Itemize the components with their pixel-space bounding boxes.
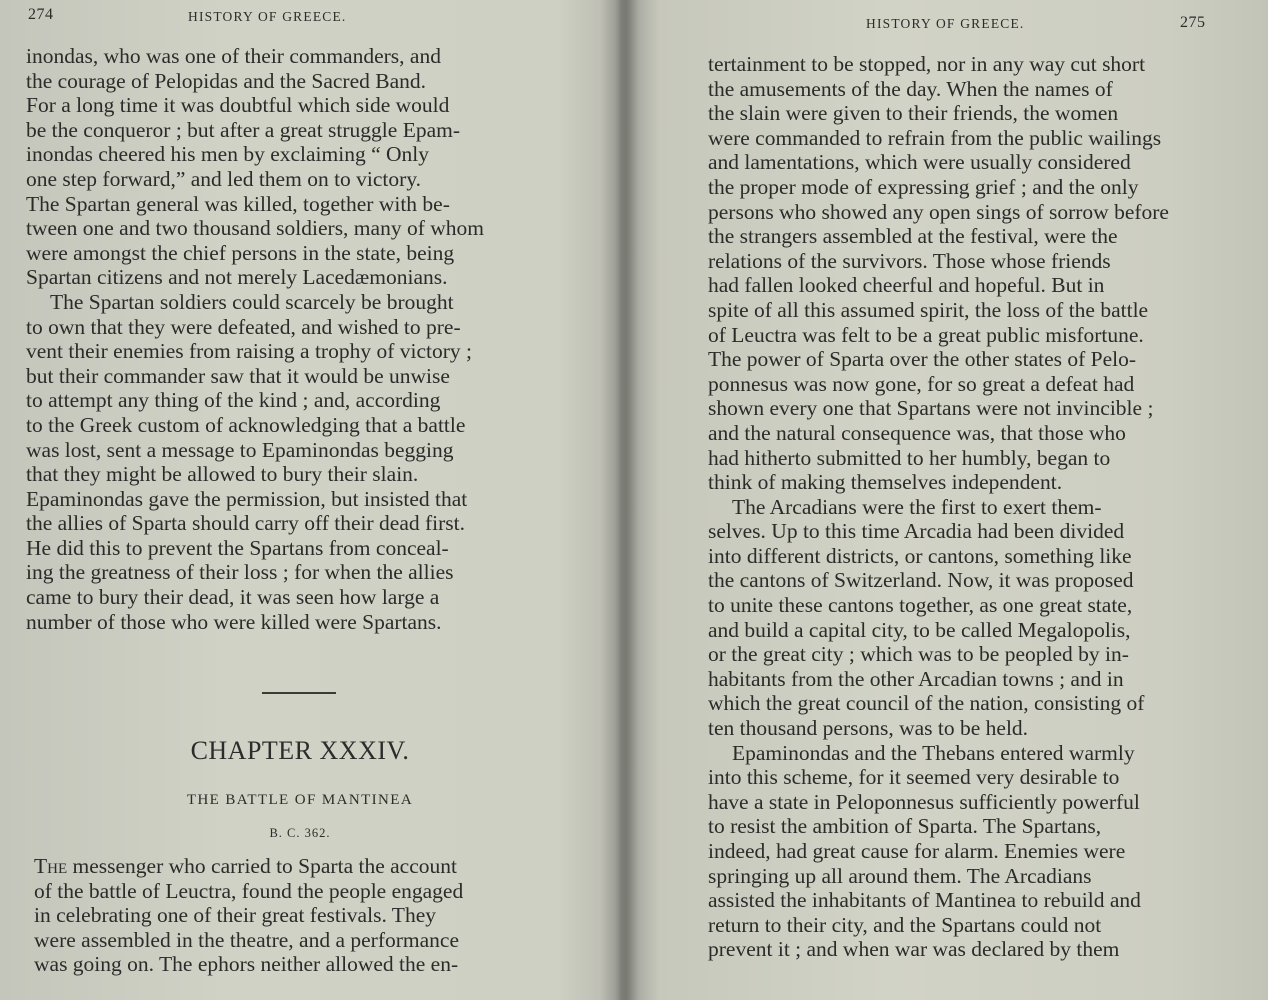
text-line: and the natural consequence was, that those who [708,420,1126,445]
text-line: the strangers assembled at the festival, were the [708,224,1118,249]
text-line: of the battle of Leuctra, found the people engaged [34,878,464,903]
text-line: but their commander saw that it would be unwise [26,363,450,388]
text-line: The power of Sparta over the other states of Pelo- [708,347,1137,372]
text-line: think of making themselves independent. [708,470,1063,495]
chapter-line-text: messenger who carried to Sparta the account [67,854,457,878]
left-body-text [26,44,571,634]
text-line: into this scheme, for it seemed very desirable to [708,765,1120,790]
text-line: which the great council of the nation, consisting of [708,691,1145,716]
text-line: of Leuctra was felt to be a great public misfortune. [708,322,1144,347]
text-line: number of those who were killed were Spartans. [26,609,442,634]
text-line: ten thousand persons, was to be held. [708,716,1029,741]
text-line: be the conqueror ; but after a great struggle Epam- [26,117,460,142]
chapter-subtitle: THE BATTLE OF MANTINEA [186,792,414,808]
text-line: have a state in Peloponnesus sufficiently powerful [708,789,1140,814]
text-line: indeed, had great cause for alarm. Enemies were [708,839,1126,863]
chapter-first-word: The [34,854,68,878]
text-line: Epaminondas and the Thebans entered warmly [732,740,1135,765]
left-running-head: HISTORY OF GREECE. [188,9,347,24]
text-line: relations of the survivors. Those whose friends [708,248,1111,273]
text-line: to attempt any thing of the kind ; and, according [26,388,441,413]
text-line: was lost, sent a message to Epaminondas begging [26,437,454,462]
text-line: were assembled in the theatre, and a performance [34,927,460,952]
text-line: was going on. The ephors neither allowed the en- [34,952,459,977]
text-line: in celebrating one of their great festivals. They [34,903,436,928]
right-page-number: 275 [1180,14,1206,31]
chapter-title: CHAPTER XXXIV. [190,736,410,765]
chapter-date: B. C. 362. [269,826,331,840]
text-line: selves. Up to this time Arcadia had been divided [708,519,1125,544]
left-page-number: 274 [28,6,54,23]
text-line: Epaminondas gave the permission, but insisted that [26,486,468,511]
text-line: had fallen looked cheerful and hopeful. But in [708,273,1105,298]
text-line: tween one and two thousand soldiers, many of whom [26,216,484,241]
text-line: He did this to prevent the Spartans from conceal- [26,535,449,560]
text-line: had hitherto submitted to her humbly, began to [708,445,1111,470]
text-line: ponnesus was now gone, for so great a defeat had [708,371,1135,396]
text-line: one step forward,” and led them on to victory. [26,166,422,191]
text-line: to own that they were defeated, and wished to pre- [26,314,461,339]
right-body-text [708,52,1228,962]
text-line: the allies of Sparta should carry off their dead first. [26,511,466,536]
text-line: habitants from the other Arcadian towns ; and in [708,666,1124,691]
text-line: vent their enemies from raising a trophy of victory ; [26,339,472,364]
text-line: The Arcadians were the first to exert them- [732,494,1102,519]
text-line: to the Greek custom of acknowledging that a battle [26,412,466,437]
text-line: ing the greatness of their loss ; for when the allies [26,560,454,585]
text-line: the slain were given to their friends, the women [708,101,1119,126]
text-line: inondas cheered his men by exclaiming “ Only [26,142,430,167]
text-line: For a long time it was doubtful which side would [26,93,450,118]
text-line: were commanded to refrain from the public wailings [708,125,1162,150]
left-page [0,0,610,1000]
text-line: and build a capital city, to be called Megalopolis, [708,617,1131,642]
text-line: spite of all this assumed spirit, the loss of the battle [708,297,1149,322]
text-line: to resist the ambition of Sparta. The Spartans, [708,814,1102,839]
text-line: assisted the inhabitants of Mantinea to rebuild and [708,888,1141,913]
text-line: tertainment to be stopped, nor in any way cut short [708,52,1146,76]
text-line: The Spartan general was killed, together with be- [26,191,450,216]
text-line: return to their city, and the Spartans could not [708,912,1102,937]
right-page [640,0,1268,1000]
right-running-head: HISTORY OF GREECE. [866,16,1025,31]
text-line: the proper mode of expressing grief ; and the only [708,174,1139,199]
text-line: and lamentations, which were usually considered [708,150,1131,175]
text-line: springing up all around them. The Arcadians [708,863,1092,888]
text-line: persons who showed any open sings of sorrow before [708,199,1169,224]
text-line: that they might be allowed to bury their slain. [26,462,419,487]
text-line: to unite these cantons together, as one great state, [708,593,1133,618]
text-line: came to bury their dead, it was seen how large a [26,585,440,610]
text-line: prevent it ; and when war was declared by them [708,937,1120,962]
text-line: into different districts, or cantons, something like [708,543,1132,568]
text-line: the amusements of the day. When the names of [708,76,1113,101]
text-line: the courage of Pelopidas and the Sacred Band. [26,68,427,93]
text-line: shown every one that Spartans were not invincible ; [708,396,1154,421]
text-line: the cantons of Switzerland. Now, it was proposed [708,568,1134,593]
text-line: were amongst the chief persons in the state, being [26,240,455,265]
chapter-divider [262,692,336,694]
text-line: Spartan citizens and not merely Lacedæmonians. [26,265,448,290]
text-line [34,854,579,879]
text-line: The Spartan soldiers could scarcely be brought [50,289,454,314]
text-line: inondas, who was one of their commanders, and [26,44,441,68]
chapter-body-text [34,854,579,977]
text-line: or the great city ; which was to be peopled by in- [708,642,1129,667]
